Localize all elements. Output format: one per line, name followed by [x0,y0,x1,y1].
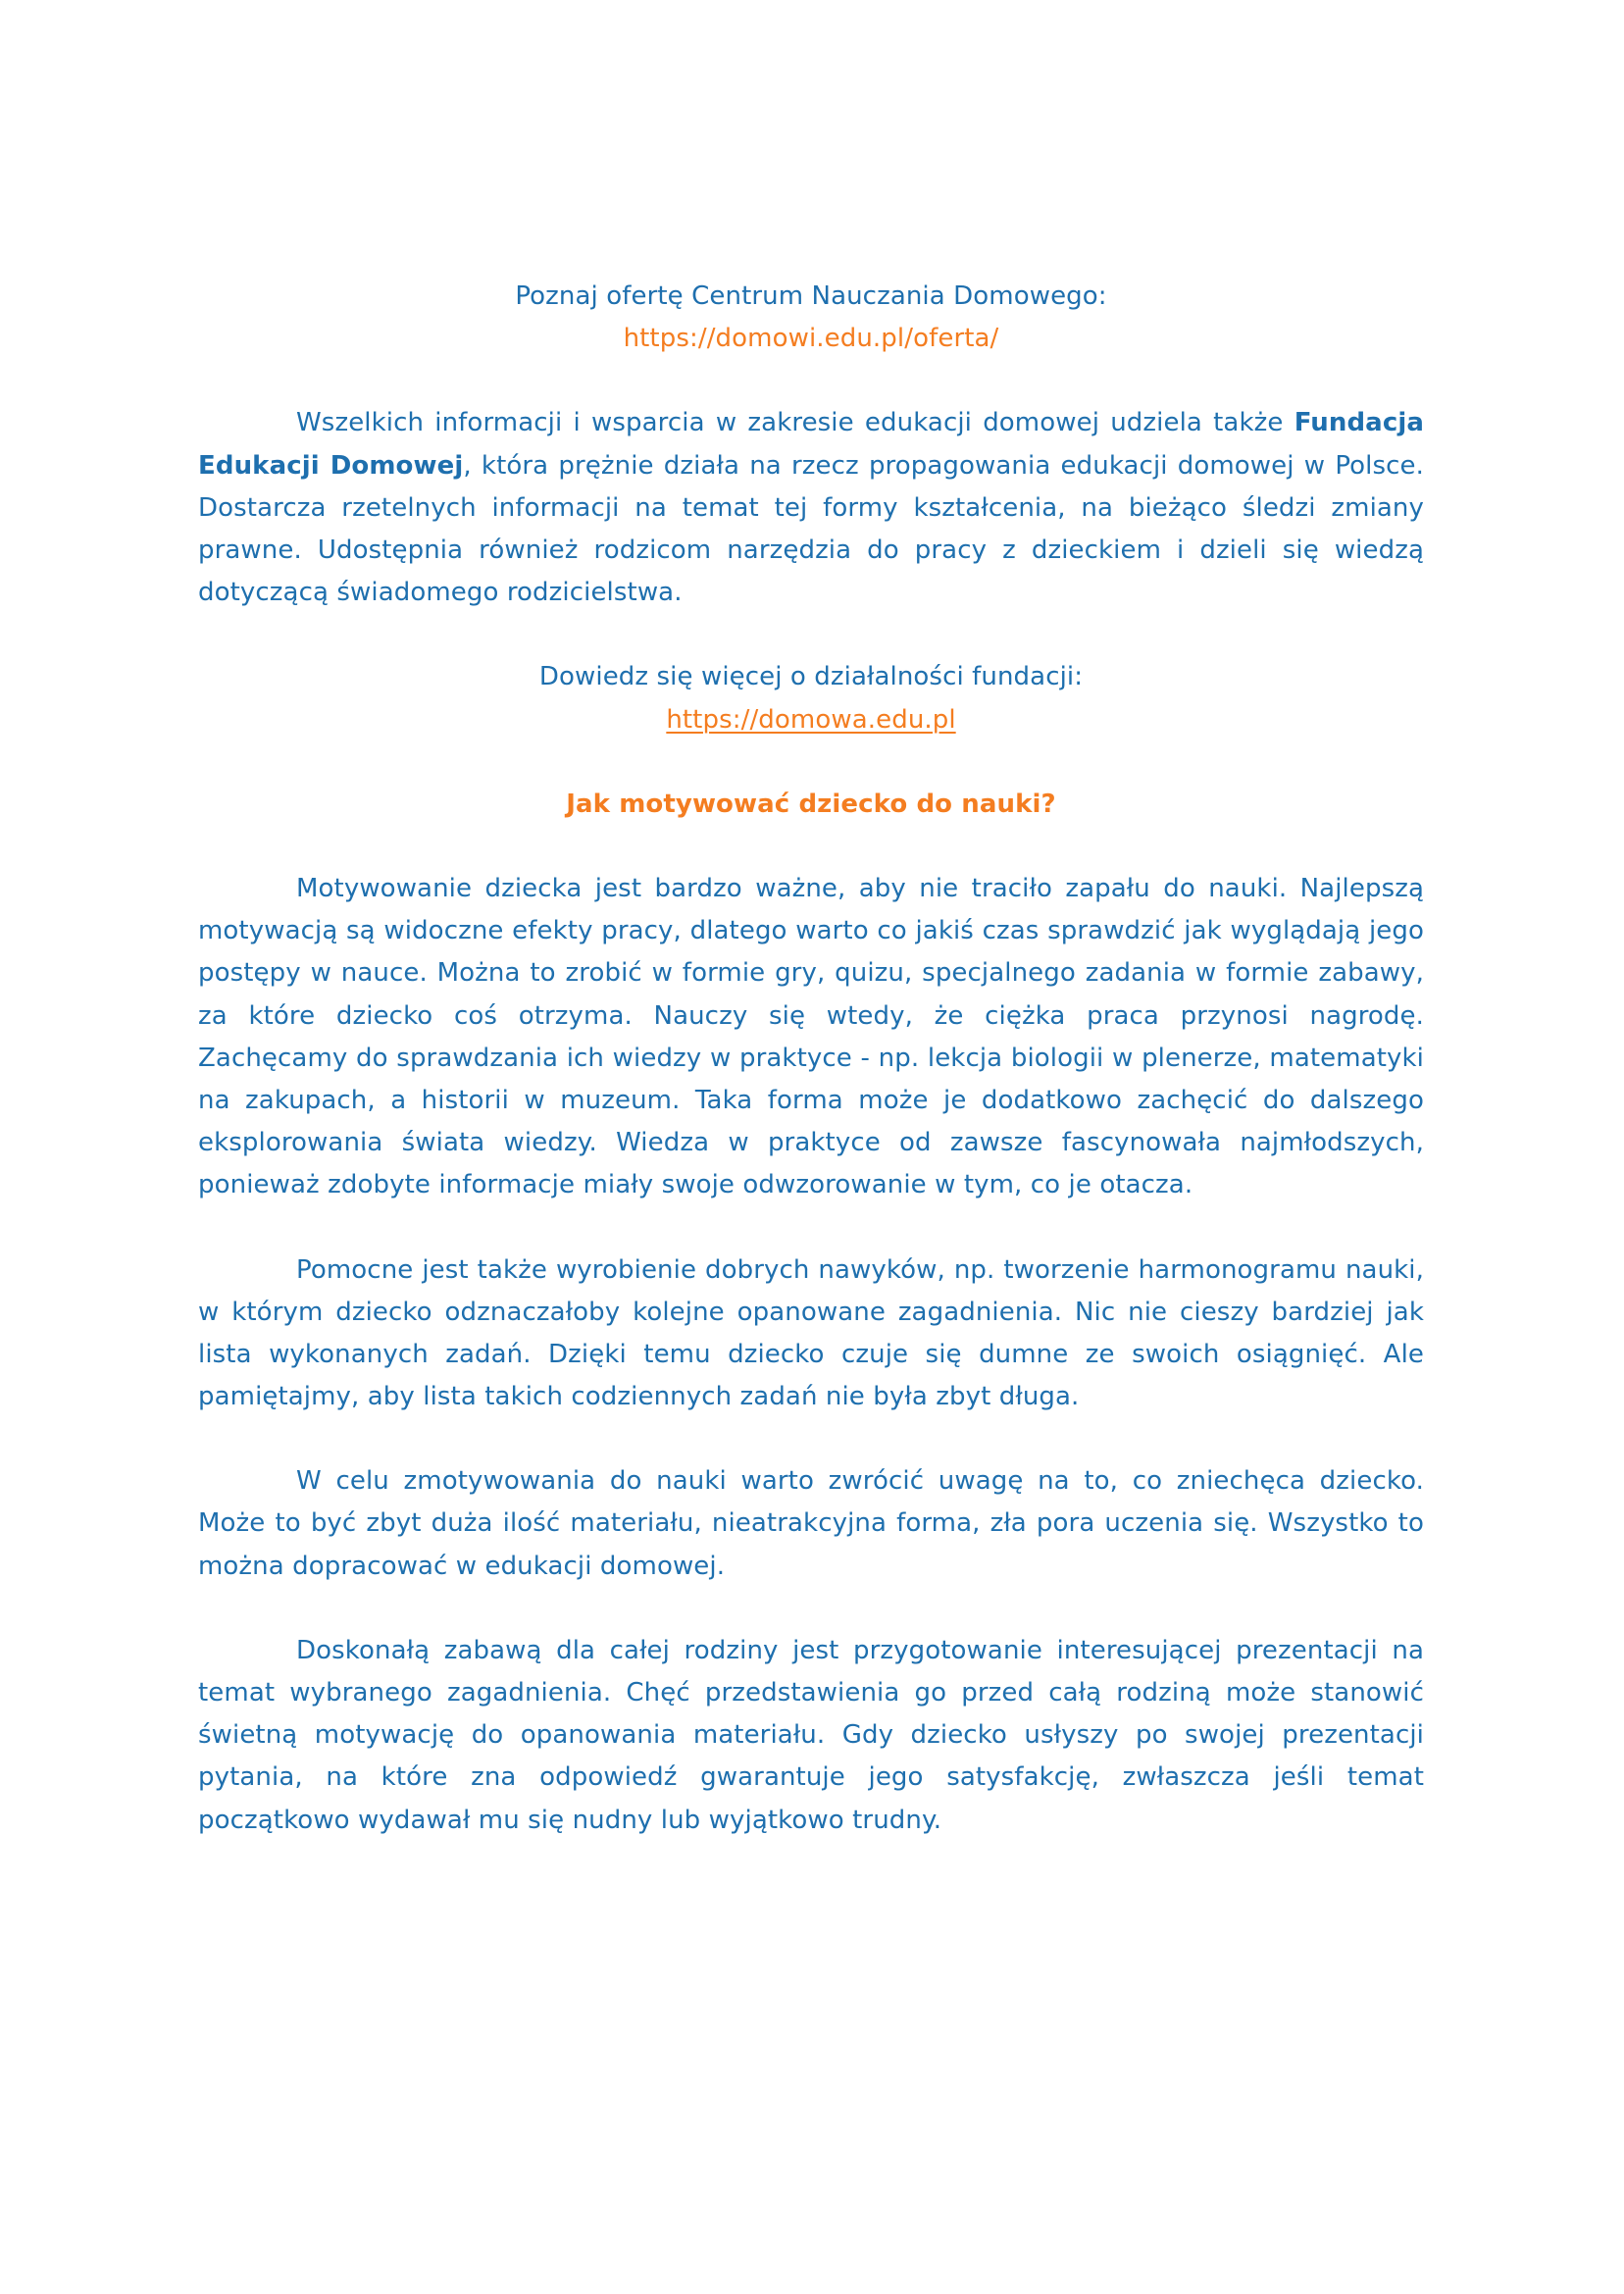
foundation-paragraph [198,402,1424,614]
foundation-link[interactable]: https://domowa.edu.pl [666,704,956,735]
body-paragraph-4: Doskonałą zabawą dla całej rodziny jest przygotowanie interesującej prezentacji na temat wybranego zagadnienia. Chęć przedstawienia go przed całą rodziną może stanowić świetną motywację do opanowania materiału. Gdy dziecko usłyszy po swojej prezentacji pytania, na które zna odpowiedź gwarantuje jego satysfakcję, zwłaszcza jeśli temat początkowo wydawał mu się nudny lub wyjątkowo trudny. [198,1635,1424,1835]
offer-link[interactable]: https://domowi.edu.pl/oferta/ [623,324,999,354]
foundation-link-line [198,699,1424,741]
foundation-more-label: Dowiedz się więcej o działalności fundacji: [538,662,1084,692]
offer-intro: Poznaj ofertę Centrum Nauczania Domowego: [515,281,1107,311]
body-paragraph-2: Pomocne jest także wyrobienie dobrych nawyków, np. tworzenie harmonogramu nauki, w którym dziecko odznaczałoby kolejne opanowane zagadnienia. Nic nie cieszy bardziej jak lista wykonanych zadań. Dzięki temu dziecko czuje się dumne ze swoich osiągnięć. Ale pamiętajmy, aby lista takich codziennych zadań nie była zbyt długa. [198,1254,1424,1411]
offer-link-line [198,318,1424,360]
foundation-rest: , która prężnie działa na rzecz propagowania edukacji domowej w Polsce. Dostarcza rzetelnych informacji na temat tej formy kształcenia, na bieżąco śledzi zmiany prawne. Udostępnia również rodzicom narzędzia do pracy z dzieckiem i dzieli się wiedzą dotyczącą świadomego rodzicielstwa. [198,450,1424,608]
spacer [198,1588,1424,1630]
spacer [198,1418,1424,1460]
spacer [198,741,1424,784]
spacer [198,360,1424,402]
body-paragraph-3: W celu zmotywowania do nauki warto zwrócić uwagę na to, co zniechęca dziecko. Może to być zbyt duża ilość materiału, nieatrakcyjna forma, zła pora uczenia się. Wszystko to można dopracować w edukacji domowej. [198,1466,1424,1581]
foundation-name: Fundacja Edukacji Domowej [198,408,1424,481]
body-paragraph-1: Motywowanie dziecka jest bardzo ważne, aby nie traciło zapału do nauki. Najlepszą motywacją są widoczne efekty pracy, dlatego warto co jakiś czas sprawdzić jak wyglądają jego postępy w nauce. Można to zrobić w formie gry, quizu, specjalnego zadania w formie zabawy, za które dziecko coś otrzyma. Nauczy się wtedy, że ciężka praca przynosi nagrodę. Zachęcamy do sprawdzania ich wiedzy w praktyce - np. lekcja biologii w plenerze, matematyki na zakupach, a historii w muzeum. Taka forma może je dodatkowo zachęcić do dalszego eksplorowania świata wiedzy. Wiedza w praktyce od zawsze fascynowała najmłodszych, ponieważ zdobyte informacje miały swoje odwzorowanie w tym, co je otacza. [198,874,1424,1200]
foundation-lead: Wszelkich informacji i wsparcia w zakresie edukacji domowej udziela także [296,408,1294,438]
spacer [198,826,1424,868]
document-page [198,276,1424,1842]
spacer [198,614,1424,656]
section-heading: Jak motywować dziecko do nauki? [566,789,1056,819]
spacer [198,1206,1424,1249]
